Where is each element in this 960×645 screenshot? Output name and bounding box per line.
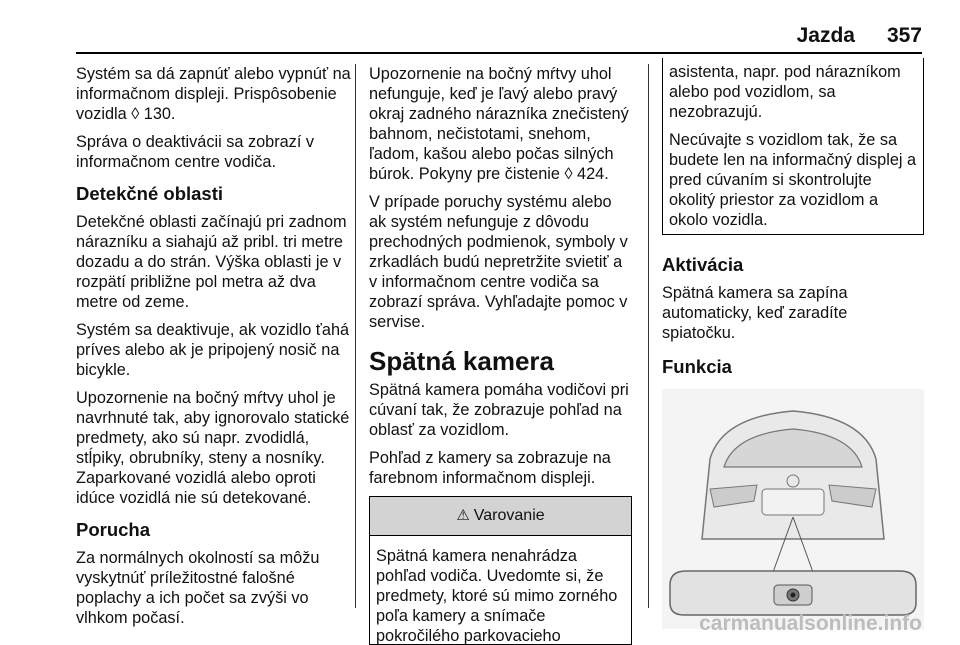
warning-header [370, 497, 631, 536]
warning-box-continued [662, 58, 924, 235]
paragraph: Detekčné oblasti začínajú pri zadnom nárazníku a siahajú až pribl. tri metre dozadu a do strán. Výška oblasti je v rozpätí približne pol metra až dva metre od zeme. [76, 213, 347, 311]
page-number: 357 [886, 24, 922, 47]
paragraph: asistenta, napr. pod nárazníkom alebo pod vozidlom, sa nezobrazujú. [669, 63, 901, 121]
car-rear-camera-icon [662, 389, 924, 629]
paragraph: Necúvajte s vozidlom tak, že sa budete len na informačný displej a pred cúvaním si skontrolujte okolitý priestor za vozidlom a okolo vozidla. [669, 131, 917, 229]
paragraph: Upozornenie na bočný mŕtvy uhol je navrhnuté tak, aby ignorovalo statické predmety, ako sú napr. zvodidlá, stĺpiky, obrubníky, steny a nosníky. Zaparkované vozidlá alebo oproti idúce vozidlá nie sú detekované. [76, 389, 350, 507]
paragraph: Systém sa deaktivuje, ak vozidlo ťahá príves alebo ak je pripojený nosič na bicykle. [76, 321, 350, 379]
heading-function: Funkcia [662, 356, 732, 377]
heading-detection-areas: Detekčné oblasti [76, 183, 224, 204]
warning-title: Varovanie [473, 507, 545, 524]
column-3 [662, 64, 924, 629]
warning-text: Spätná kamera nenahrádza pohľad vodiča. Uvedomte si, že predmety, ktoré sú mimo zorného poľa kamery a snímače pokročilého parkovacieho [376, 547, 618, 644]
paragraph: Upozornenie na bočný mŕtvy uhol nefunguje, keď je ľavý alebo pravý okraj zadného nárazníka znečistený bahnom, nečistotami, snehom, ľadom, kašou alebo počas silných búrok. Pokyny pre čistenie ◊ 424. [369, 65, 629, 183]
heading-activation: Aktivácia [662, 254, 744, 275]
paragraph: V prípade poruchy systému alebo ak systém nefunguje z dôvodu prechodných podmienok, symboly v zrkadlách budú nepretržite svietiť a v informačnom centre vodiča sa zobrazí správa. Vyhľadajte pomoc v servise. [369, 193, 628, 331]
paragraph: Systém sa dá zapnúť alebo vypnúť na informačnom displeji. Prispôsobenie vozidla ◊ 130. [76, 65, 351, 123]
heading-rear-camera: Spätná kamera [369, 346, 554, 376]
rear-camera-illustration [662, 389, 924, 629]
paragraph: Pohľad z kamery sa zobrazuje na farebnom informačnom displeji. [369, 449, 611, 487]
heading-fault: Porucha [76, 519, 151, 540]
column-divider [648, 64, 649, 608]
paragraph: Spätná kamera sa zapína automaticky, keď zaradíte spiatočku. [662, 284, 848, 342]
paragraph: Za normálnych okolností sa môžu vyskytnúť príležitostné falošné poplachy a ich počet sa zvýši vo vlhkom počasí. [76, 549, 320, 627]
paragraph: Správa o deaktivácii sa zobrazí v informačnom centre vodiča. [76, 133, 315, 171]
column-1 [76, 64, 351, 636]
page-header [0, 0, 960, 58]
column-divider [355, 64, 356, 608]
watermark: carmanualsonline.info [699, 612, 922, 635]
header-rule [76, 52, 922, 54]
section-title: Jazda [796, 24, 855, 47]
column-2 [369, 64, 632, 645]
paragraph: Spätná kamera pomáha vodičovi pri cúvaní tak, že zobrazuje pohľad na oblasť za vozidlom. [369, 381, 629, 439]
warning-triangle-icon: ⚠ [456, 507, 470, 524]
